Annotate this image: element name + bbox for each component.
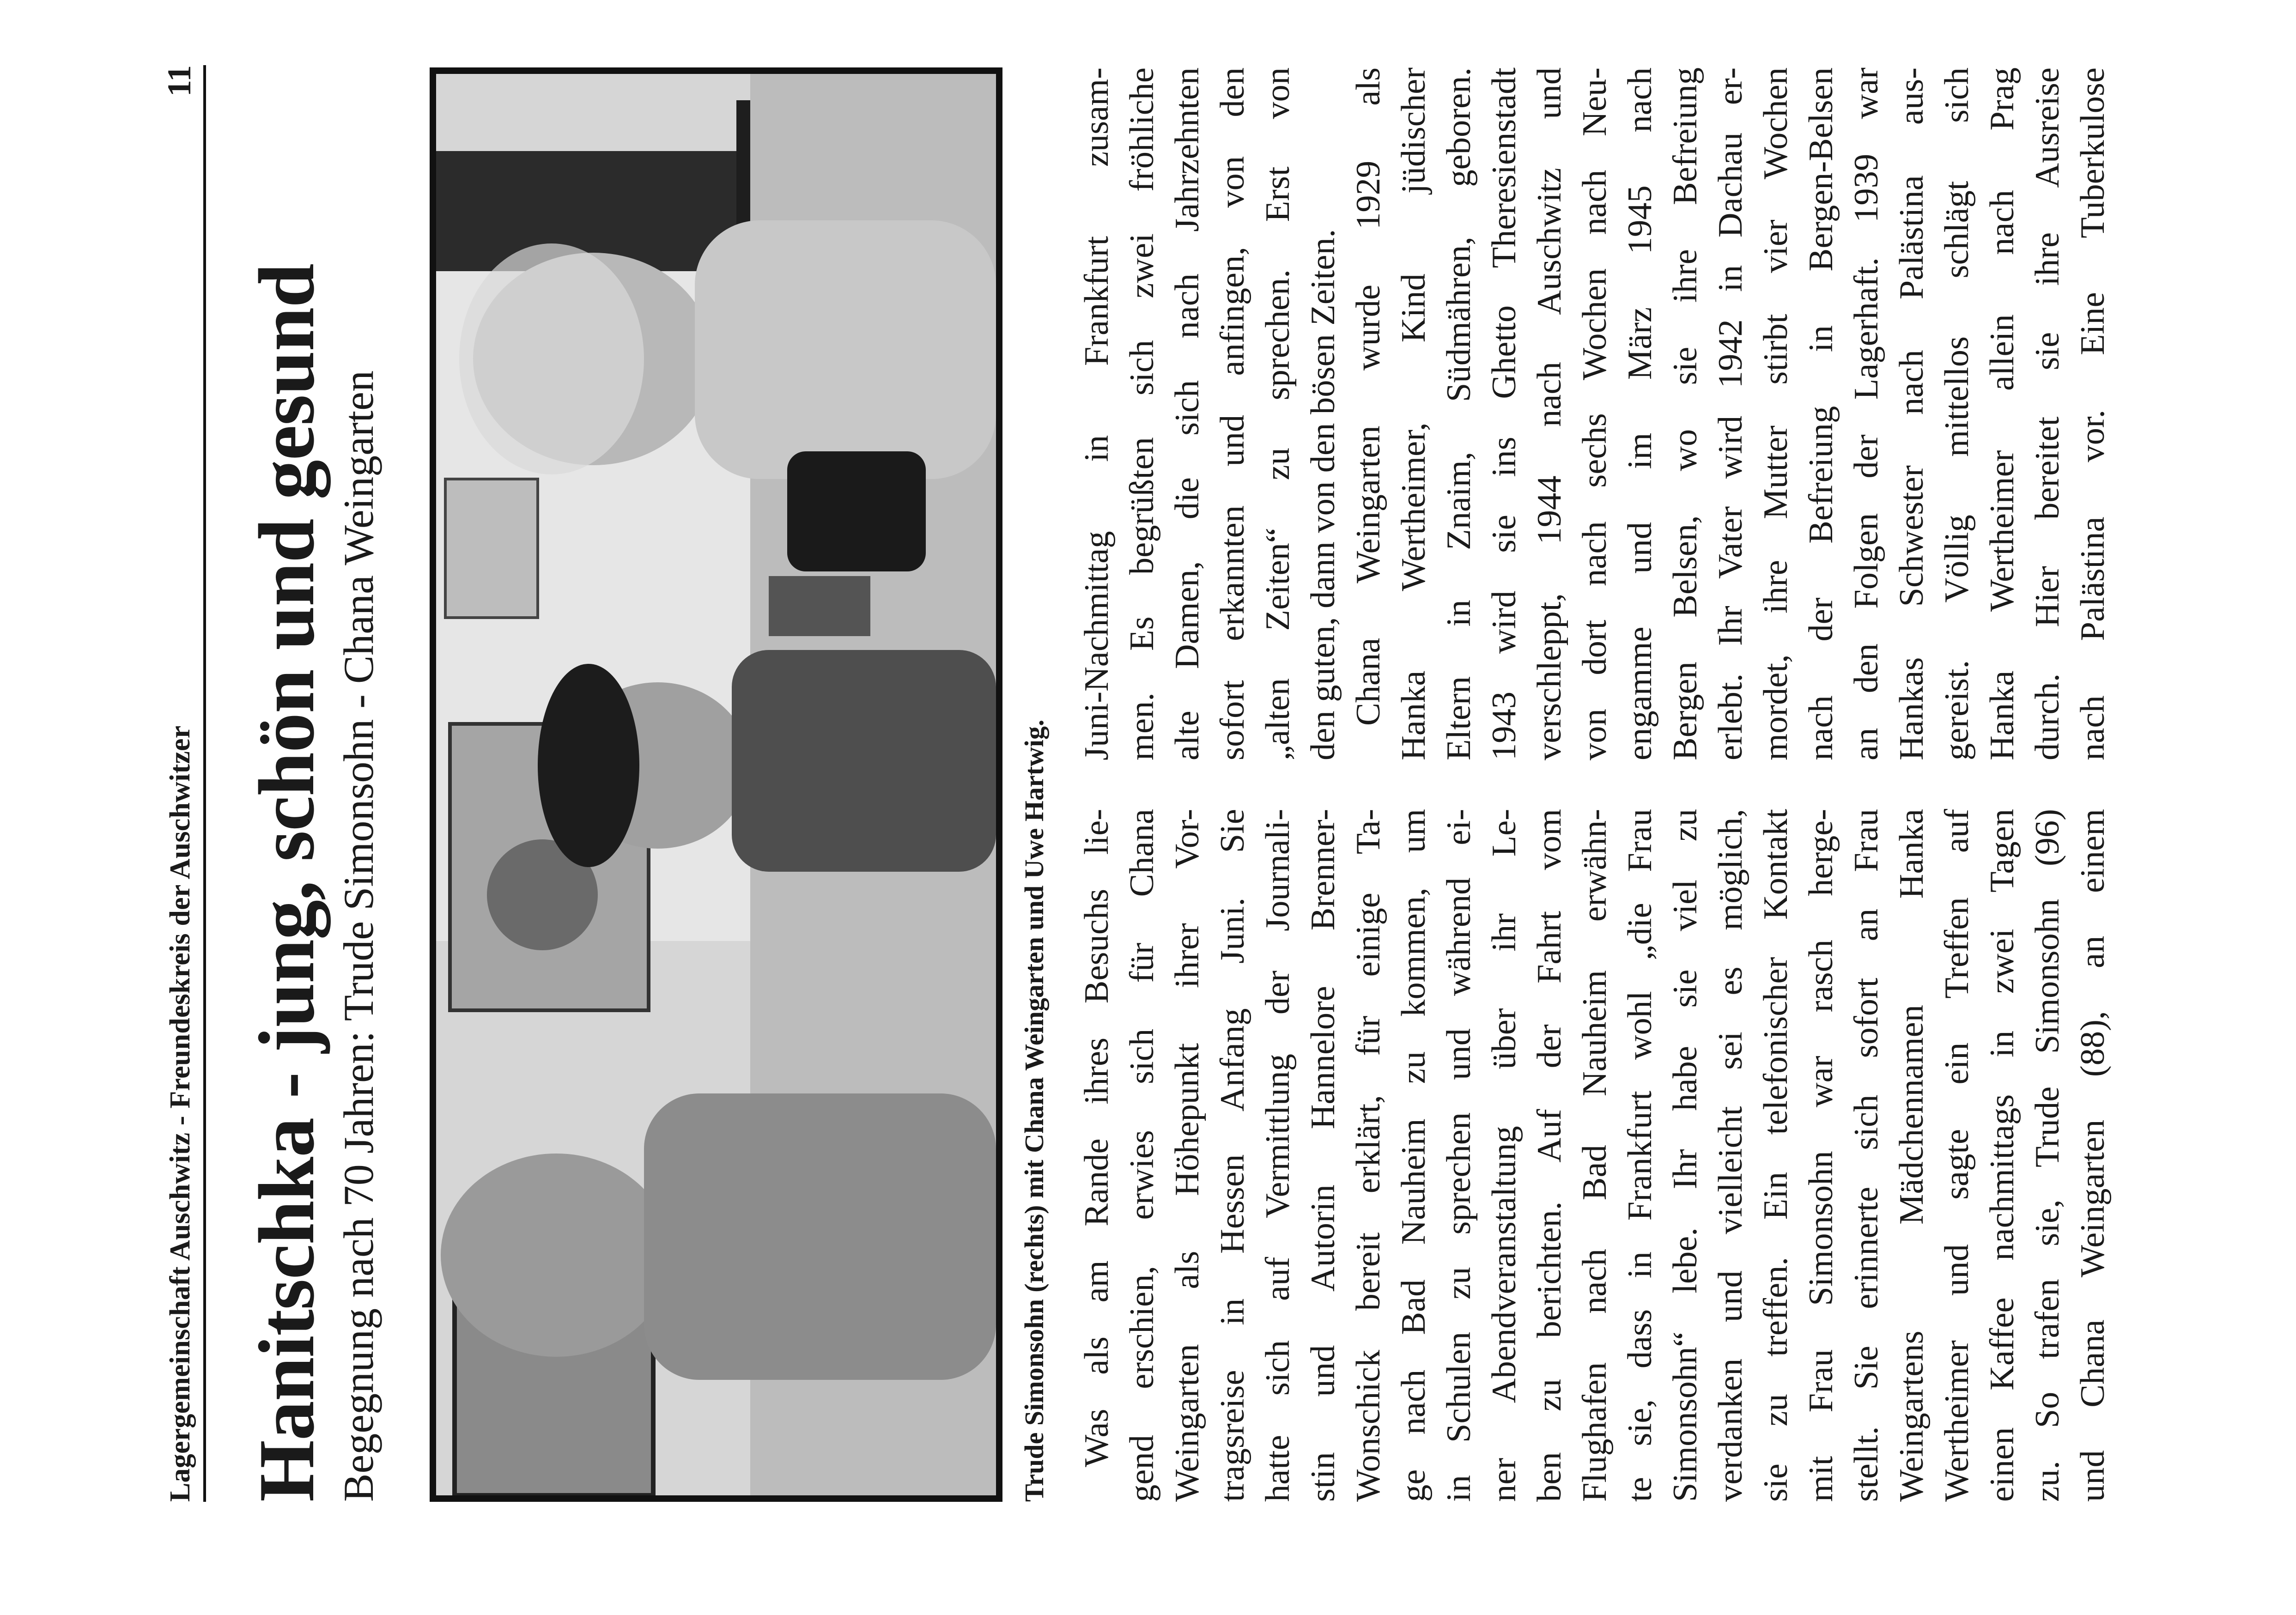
article-line: 1943 wird sie ins Ghetto Theresienstadt	[1485, 67, 1523, 760]
article-line: an den Folgen der Lagerhaft. 1939 war	[1847, 67, 1885, 760]
article-line: Juni-Nachmittag in Frankfurt zusam-	[1078, 67, 1116, 760]
table-glass	[769, 576, 870, 636]
article-line: ner Abendveranstaltung über ihr Le-	[1485, 809, 1523, 1502]
man-head	[441, 1154, 672, 1357]
article-line: Hanka Wertheimer, Kind jüdischer	[1395, 67, 1433, 760]
article-subtitle: Begegnung nach 70 Jahren: Trude Simonsohn - Chana Weingarten	[335, 370, 382, 1502]
man-body	[644, 1093, 996, 1380]
article-line: verschleppt, 1944 nach Auschwitz und	[1531, 67, 1568, 760]
article-line: erlebt. Ihr Vater wird 1942 in Dachau er-	[1712, 67, 1749, 760]
article-line: Wertheimer und sagte ein Treffen auf	[1938, 809, 1976, 1502]
article-line: stin und Autorin Hannelore Brenner-	[1304, 809, 1342, 1502]
article-line: durch. Hier bereitet sie ihre Ausreise	[2029, 67, 2066, 760]
article-line: Weingarten als Höhepunkt ihrer Vor-	[1168, 809, 1206, 1502]
article-line: sofort erkannten und anfingen, von den	[1214, 67, 1251, 760]
running-header	[157, 65, 206, 1502]
article-line: Was als am Rande ihres Besuchs lie-	[1078, 809, 1116, 1467]
article-line: engamme und im März 1945 nach	[1621, 67, 1659, 760]
article-line: ben zu berichten. Auf der Fahrt vom	[1531, 809, 1568, 1502]
article-headline: Hanitschka - jung, schön und gesund	[243, 264, 331, 1502]
article-line: te sie, dass in Frankfurt wohl „die Frau	[1621, 809, 1659, 1502]
woman-center-scarf	[732, 650, 996, 872]
article-line: einen Kaffee nachmittags in zwei Tagen	[1983, 809, 2021, 1502]
article-line: und Chana Weingarten (88), an einem	[2074, 809, 2112, 1502]
woman-center-hat	[538, 664, 639, 867]
article-line: Simonsohn“ lebe. Ihr habe sie viel zu	[1666, 809, 1704, 1502]
article-line: mit Frau Simonsohn war rasch herge-	[1802, 809, 1840, 1502]
article-line: Flughafen nach Bad Nauheim erwähn-	[1576, 809, 1614, 1502]
article-line: den guten, dann von den bösen Zeiten.	[1304, 229, 1342, 760]
article-line: tragsreise in Hessen Anfang Juni. Sie	[1214, 809, 1251, 1502]
page-number: 11	[161, 65, 198, 97]
article-line: Wonschick bereit erklärt, für einige Ta-	[1349, 809, 1387, 1502]
article-line: zu. So trafen sie, Trude Simonsohn (96)	[2029, 809, 2066, 1502]
article-line: mordet, ihre Mutter stirbt vier Wochen	[1757, 67, 1795, 760]
article-column-right	[1074, 67, 2115, 760]
article-line: Bergen Belsen, wo sie ihre Befreiung	[1666, 67, 1704, 760]
article-line: Chana Weingarten wurde 1929 als	[1349, 67, 1387, 726]
article-line: ge nach Bad Nauheim zu kommen, um	[1395, 809, 1433, 1502]
article-line: gereist. Völlig mittellos schlägt sich	[1938, 67, 1976, 760]
running-title: Lagergemeinschaft Auschwitz - Freundeskreis der Auschwitzer	[164, 725, 196, 1502]
article-line: Hanka Wertheimer allein nach Prag	[1983, 67, 2021, 760]
article-line: gend erschien, erwies sich für Chana	[1123, 809, 1161, 1502]
article-line: stellt. Sie erinnerte sich sofort an Frau	[1847, 809, 1885, 1502]
article-line: men. Es begrüßten sich zwei fröhliche	[1123, 67, 1161, 760]
article-line: Hankas Schwester nach Palästina aus-	[1893, 67, 1931, 760]
photo-caption: Trude Simonsohn (rechts) mit Chana Weingarten und Uwe Hartwig.	[1019, 719, 1049, 1502]
article-line: nach Palästina vor. Eine Tuberkulose	[2074, 67, 2112, 760]
woman-right-hair	[459, 243, 644, 474]
article-line: sie zu treffen. Ein telefonischer Kontakt	[1757, 809, 1795, 1502]
article-line: Weingartens Mädchennamen Hanka	[1893, 809, 1931, 1502]
article-line: in Schulen zu sprechen und während ei-	[1440, 809, 1478, 1502]
article-line: von dort nach sechs Wochen nach Neu-	[1576, 67, 1614, 760]
article-photo	[430, 67, 1002, 1502]
article-line: Eltern in Znaim, Südmähren, geboren.	[1440, 67, 1478, 760]
article-line: hatte sich auf Vermittlung der Journali-	[1259, 809, 1297, 1502]
article-column-left	[1074, 809, 2115, 1502]
article-line: alte Damen, die sich nach Jahrzehnten	[1168, 67, 1206, 760]
article-line: nach der Befreiung in Bergen-Belsen	[1802, 67, 1840, 760]
woman-right-body	[695, 220, 996, 479]
wall-picture-right	[445, 479, 538, 618]
handbag	[787, 451, 926, 571]
article-line: verdanken und vielleicht sei es möglich,	[1712, 809, 1749, 1502]
article-line: „alten Zeiten“ zu sprechen. Erst von	[1259, 67, 1297, 760]
